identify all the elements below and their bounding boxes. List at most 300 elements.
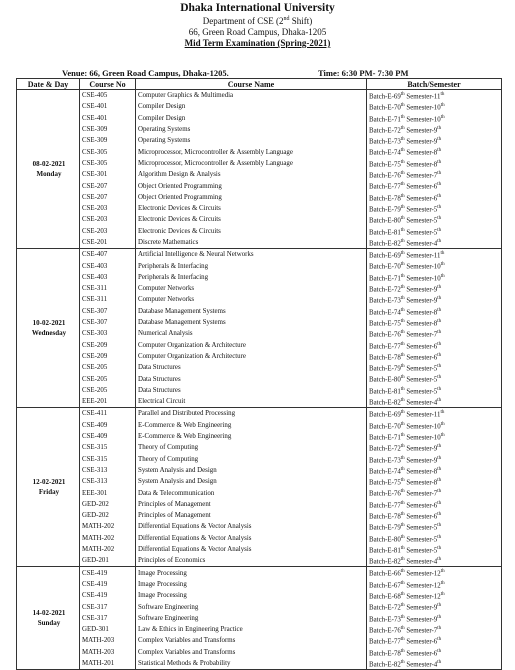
course-no-cell: MATH-202 (80, 521, 136, 532)
semester-label: Semester-5 (406, 228, 438, 236)
batch-semester-cell (367, 510, 502, 521)
batch-label: Batch-E-77 (369, 183, 401, 191)
ordinal-suffix: th (437, 182, 442, 188)
batch-semester-cell (367, 180, 502, 191)
batch-label: Batch-E-81 (369, 228, 401, 236)
semester-label: Semester-8 (406, 479, 438, 487)
ordinal-suffix: th (437, 341, 442, 347)
semester-label: Semester-9 (406, 445, 438, 453)
batch-semester-cell (367, 90, 502, 102)
batch-semester-cell (367, 487, 502, 498)
ordinal-suffix: th (437, 511, 442, 517)
ordinal-suffix: th (400, 103, 405, 109)
semester-label: Semester-4 (406, 240, 438, 248)
ordinal-suffix: th (437, 171, 442, 177)
ordinal-suffix: th (400, 466, 405, 472)
course-name-cell: Computer Networks (136, 283, 367, 294)
batch-semester-cell (367, 465, 502, 476)
table-row (17, 158, 502, 169)
course-no-cell: CSE-407 (80, 249, 136, 261)
table-row (17, 555, 502, 567)
batch-label: Batch-E-80 (369, 535, 401, 543)
course-no-cell: CSE-309 (80, 124, 136, 135)
table-row (17, 306, 502, 317)
batch-semester-cell (367, 499, 502, 510)
batch-label: Batch-E-79 (369, 524, 401, 532)
semester-label: Semester-10 (406, 434, 441, 442)
ordinal-suffix: th (437, 478, 442, 484)
course-no-cell: CSE-315 (80, 454, 136, 465)
column-header-batch: Batch/Semester (367, 79, 502, 90)
course-no-cell: CSE-207 (80, 192, 136, 203)
table-row (17, 385, 502, 396)
batch-label: Batch-E-82 (369, 399, 401, 407)
batch-semester-cell (367, 521, 502, 532)
course-name-cell: Theory of Computing (136, 442, 367, 453)
ordinal-suffix: th (400, 307, 405, 313)
course-no-cell: CSE-401 (80, 101, 136, 112)
ordinal-suffix: th (400, 148, 405, 154)
ordinal-suffix: th (437, 307, 442, 313)
ordinal-suffix: th (400, 592, 405, 598)
semester-label: Semester-10 (406, 115, 441, 123)
course-name-cell: Electronic Devices & Circuits (136, 226, 367, 237)
course-name-cell: Image Processing (136, 579, 367, 590)
ordinal-suffix: th (437, 614, 442, 620)
batch-label: Batch-E-79 (369, 365, 401, 373)
batch-semester-cell (367, 249, 502, 261)
ordinal-suffix: th (437, 603, 442, 609)
batch-semester-cell (367, 124, 502, 135)
ordinal-suffix: th (437, 352, 442, 358)
batch-label: Batch-E-72 (369, 604, 401, 612)
table-row (17, 601, 502, 612)
semester-label: Semester-6 (406, 649, 438, 657)
batch-label: Batch-E-76 (369, 490, 401, 498)
ordinal-suffix: th (400, 92, 405, 97)
batch-semester-cell (367, 192, 502, 203)
course-no-cell: CSE-315 (80, 442, 136, 453)
course-name-cell: Object Oriented Programming (136, 192, 367, 203)
semester-label: Semester-12 (406, 582, 441, 590)
course-no-cell: GED-201 (80, 555, 136, 567)
ordinal-suffix: th (400, 171, 405, 177)
batch-label: Batch-E-82 (369, 240, 401, 248)
course-name-cell: Parallel and Distributed Processing (136, 408, 367, 420)
ordinal-suffix: th (437, 216, 442, 222)
time-text: Time: 6:30 PM- 7:30 PM (318, 68, 409, 78)
ordinal-suffix: th (400, 273, 405, 279)
ordinal-suffix: th (400, 557, 405, 563)
batch-semester-cell (367, 385, 502, 396)
batch-semester-cell (367, 396, 502, 408)
course-name-cell: E-Commerce & Web Engineering (136, 431, 367, 442)
ordinal-suffix: th (437, 227, 442, 233)
batch-label: Batch-E-77 (369, 638, 401, 646)
semester-label: Semester-8 (406, 308, 438, 316)
course-no-cell: CSE-411 (80, 408, 136, 420)
table-row (17, 146, 502, 157)
batch-label: Batch-E-76 (369, 331, 401, 339)
course-no-cell: CSE-409 (80, 431, 136, 442)
table-row (17, 635, 502, 646)
ordinal-suffix: th (437, 318, 442, 324)
course-no-cell: CSE-203 (80, 214, 136, 225)
ordinal-suffix: th (437, 238, 442, 244)
ordinal-suffix: th (437, 534, 442, 540)
ordinal-suffix: th (400, 637, 405, 643)
ordinal-suffix: th (440, 251, 445, 257)
semester-label: Semester-9 (406, 615, 438, 623)
ordinal-suffix: th (400, 614, 405, 620)
ordinal-suffix: th (400, 318, 405, 324)
ordinal-suffix: th (400, 648, 405, 654)
course-no-cell: GED-202 (80, 499, 136, 510)
course-no-cell: CSE-201 (80, 237, 136, 249)
course-name-cell: Object Oriented Programming (136, 180, 367, 191)
course-no-cell: CSE-305 (80, 146, 136, 157)
course-name-cell: Database Management Systems (136, 306, 367, 317)
ordinal-suffix: th (437, 637, 442, 643)
course-no-cell: MATH-203 (80, 647, 136, 658)
table-row (17, 624, 502, 635)
course-name-cell: Operating Systems (136, 135, 367, 146)
ordinal-suffix: th (400, 193, 405, 199)
semester-label: Semester-11 (406, 252, 441, 260)
course-name-cell: Electrical Circuit (136, 396, 367, 408)
course-name-cell: Statistical Methods & Probability (136, 658, 367, 670)
ordinal-suffix: th (437, 545, 442, 551)
batch-semester-cell (367, 158, 502, 169)
course-no-cell: CSE-207 (80, 180, 136, 191)
batch-semester-cell (367, 544, 502, 555)
ordinal-suffix: th (400, 569, 405, 575)
ordinal-suffix: th (437, 659, 442, 665)
department-line: Department of CSE (2nd Shift) (202, 16, 313, 26)
table-row (17, 214, 502, 225)
semester-label: Semester-6 (406, 194, 438, 202)
ordinal-suffix: th (440, 432, 445, 438)
semester-label: Semester-12 (406, 570, 441, 578)
ordinal-suffix: th (400, 238, 405, 244)
batch-semester-cell (367, 408, 502, 420)
ordinal-suffix: th (400, 182, 405, 188)
batch-semester-cell (367, 283, 502, 294)
exam-day: Friday (38, 488, 60, 497)
course-name-cell: Differential Equations & Vector Analysis (136, 533, 367, 544)
batch-semester-cell (367, 113, 502, 124)
course-name-cell: System Analysis and Design (136, 465, 367, 476)
semester-label: Semester-5 (406, 388, 438, 396)
ordinal-suffix: th (440, 92, 445, 97)
course-no-cell: GED-301 (80, 624, 136, 635)
table-row (17, 454, 502, 465)
course-no-cell: CSE-209 (80, 351, 136, 362)
ordinal-suffix: th (400, 432, 405, 438)
exam-date: 14-02-2021 (32, 609, 66, 618)
ordinal-suffix: th (437, 398, 442, 404)
batch-label: Batch-E-76 (369, 172, 401, 180)
batch-semester-cell (367, 340, 502, 351)
batch-semester-cell (367, 579, 502, 590)
ordinal-suffix: th (437, 330, 442, 336)
batch-semester-cell (367, 226, 502, 237)
semester-label: Semester-7 (406, 627, 438, 635)
course-no-cell: CSE-203 (80, 226, 136, 237)
course-no-cell: CSE-305 (80, 158, 136, 169)
ordinal-suffix: th (400, 251, 405, 257)
table-row (17, 487, 502, 498)
ordinal-suffix: th (437, 500, 442, 506)
batch-label: Batch-E-70 (369, 263, 401, 271)
column-header-date: Date & Day (17, 79, 80, 90)
ordinal-suffix: th (400, 410, 405, 416)
semester-label: Semester-6 (406, 513, 438, 521)
ordinal-suffix: th (400, 296, 405, 302)
course-no-cell: CSE-317 (80, 601, 136, 612)
semester-label: Semester-7 (406, 331, 438, 339)
batch-semester-cell (367, 647, 502, 658)
course-no-cell: CSE-307 (80, 306, 136, 317)
batch-label: Batch-E-69 (369, 411, 401, 419)
batch-semester-cell (367, 317, 502, 328)
batch-label: Batch-E-78 (369, 649, 401, 657)
batch-semester-cell (367, 476, 502, 487)
course-name-cell: Differential Equations & Vector Analysis (136, 544, 367, 555)
ordinal-suffix: th (400, 204, 405, 210)
course-name-cell: Numerical Analysis (136, 328, 367, 339)
semester-label: Semester-9 (406, 297, 438, 305)
column-header-course-name: Course Name (136, 79, 367, 90)
course-name-cell: Differential Equations & Vector Analysis (136, 521, 367, 532)
course-name-cell: Microprocessor, Microcontroller & Assembly Language (136, 146, 367, 157)
ordinal-suffix: th (400, 511, 405, 517)
date-day-cell (17, 249, 80, 408)
exam-date: 12-02-2021 (32, 478, 66, 487)
ordinal-suffix: th (437, 204, 442, 210)
venue-text: Venue: 66, Green Road Campus, Dhaka-1205. (62, 68, 229, 78)
batch-semester-cell (367, 214, 502, 225)
course-name-cell: Computer Organization & Architecture (136, 340, 367, 351)
course-no-cell: MATH-203 (80, 635, 136, 646)
course-name-cell: Complex Variables and Transforms (136, 635, 367, 646)
table-row (17, 521, 502, 532)
batch-label: Batch-E-66 (369, 570, 401, 578)
ordinal-suffix: th (400, 386, 405, 392)
table-row (17, 328, 502, 339)
batch-label: Batch-E-82 (369, 558, 401, 566)
batch-label: Batch-E-71 (369, 275, 401, 283)
ordinal-suffix: th (400, 159, 405, 165)
course-no-cell: CSE-205 (80, 362, 136, 373)
table-row (17, 294, 502, 305)
course-no-cell: GED-202 (80, 510, 136, 521)
exam-date: 08-02-2021 (32, 160, 66, 169)
table-row (17, 510, 502, 521)
ordinal-suffix: th (437, 444, 442, 450)
batch-semester-cell (367, 533, 502, 544)
table-row (17, 476, 502, 487)
semester-label: Semester-5 (406, 547, 438, 555)
batch-label: Batch-E-74 (369, 149, 401, 157)
batch-semester-cell (367, 658, 502, 670)
table-row (17, 362, 502, 373)
ordinal-suffix: th (437, 625, 442, 631)
semester-label: Semester-11 (406, 93, 441, 101)
table-row (17, 113, 502, 124)
semester-label: Semester-9 (406, 138, 438, 146)
course-name-cell: Peripherals & Interfacing (136, 260, 367, 271)
semester-label: Semester-4 (406, 558, 438, 566)
semester-label: Semester-11 (406, 411, 441, 419)
ordinal-suffix: th (440, 421, 445, 427)
exam-schedule-table (16, 78, 502, 670)
course-name-cell: Software Engineering (136, 613, 367, 624)
course-name-cell: Computer Graphics & Multimedia (136, 90, 367, 102)
ordinal-suffix: th (437, 137, 442, 143)
table-row (17, 567, 502, 579)
course-no-cell: CSE-405 (80, 90, 136, 102)
table-row (17, 135, 502, 146)
campus-address: 66, Green Road Campus, Dhaka-1205 (188, 27, 327, 37)
course-name-cell: Algorithm Design & Analysis (136, 169, 367, 180)
semester-label: Semester-6 (406, 354, 438, 362)
table-row (17, 431, 502, 442)
ordinal-suffix: th (437, 466, 442, 472)
ordinal-suffix: th (400, 534, 405, 540)
batch-label: Batch-E-73 (369, 456, 401, 464)
course-no-cell: MATH-202 (80, 533, 136, 544)
course-name-cell: Compiler Design (136, 113, 367, 124)
ordinal-suffix: th (437, 455, 442, 461)
semester-label: Semester-6 (406, 342, 438, 350)
course-name-cell: Electronic Devices & Circuits (136, 214, 367, 225)
semester-label: Semester-8 (406, 320, 438, 328)
ordinal-suffix: th (400, 421, 405, 427)
batch-semester-cell (367, 203, 502, 214)
ordinal-suffix: th (400, 375, 405, 381)
batch-label: Batch-E-69 (369, 252, 401, 260)
course-no-cell: CSE-205 (80, 373, 136, 384)
course-name-cell: Electronic Devices & Circuits (136, 203, 367, 214)
course-no-cell: CSE-301 (80, 169, 136, 180)
ordinal-suffix: th (437, 159, 442, 165)
course-name-cell: Operating Systems (136, 124, 367, 135)
semester-label: Semester-4 (406, 661, 438, 669)
course-no-cell: CSE-303 (80, 328, 136, 339)
course-no-cell: CSE-313 (80, 465, 136, 476)
course-no-cell: CSE-401 (80, 113, 136, 124)
ordinal-suffix: th (400, 341, 405, 347)
ordinal-suffix: th (440, 114, 445, 120)
course-name-cell: Peripherals & Interfacing (136, 272, 367, 283)
course-name-cell: Complex Variables and Transforms (136, 647, 367, 658)
table-row (17, 579, 502, 590)
course-name-cell: E-Commerce & Web Engineering (136, 420, 367, 431)
batch-label: Batch-E-76 (369, 627, 401, 635)
semester-label: Semester-9 (406, 604, 438, 612)
ordinal-suffix: th (440, 592, 445, 598)
schedule-body (17, 90, 502, 670)
course-name-cell: Law & Ethics in Engineering Practice (136, 624, 367, 635)
ordinal-suffix: th (400, 500, 405, 506)
course-name-cell: Principles of Management (136, 510, 367, 521)
ordinal-suffix: th (437, 296, 442, 302)
course-name-cell: Software Engineering (136, 601, 367, 612)
batch-label: Batch-E-70 (369, 104, 401, 112)
course-no-cell: CSE-317 (80, 613, 136, 624)
course-name-cell: Computer Networks (136, 294, 367, 305)
table-row (17, 226, 502, 237)
course-name-cell: Principles of Management (136, 499, 367, 510)
ordinal-suffix: th (400, 216, 405, 222)
ordinal-suffix: th (437, 386, 442, 392)
batch-label: Batch-E-74 (369, 308, 401, 316)
batch-semester-cell (367, 454, 502, 465)
table-row (17, 647, 502, 658)
semester-label: Semester-8 (406, 468, 438, 476)
ordinal-suffix: th (400, 137, 405, 143)
course-name-cell: Image Processing (136, 567, 367, 579)
semester-label: Semester-4 (406, 399, 438, 407)
batch-label: Batch-E-72 (369, 445, 401, 453)
course-no-cell: CSE-403 (80, 272, 136, 283)
ordinal-suffix: th (400, 398, 405, 404)
course-name-cell: Data Structures (136, 362, 367, 373)
ordinal-suffix: th (437, 523, 442, 529)
semester-label: Semester-6 (406, 501, 438, 509)
course-no-cell: CSE-403 (80, 260, 136, 271)
batch-semester-cell (367, 567, 502, 579)
table-row (17, 442, 502, 453)
table-row (17, 249, 502, 261)
semester-label: Semester-5 (406, 535, 438, 543)
ordinal-suffix: th (400, 455, 405, 461)
ordinal-suffix: th (400, 489, 405, 495)
batch-semester-cell (367, 260, 502, 271)
semester-label: Semester-5 (406, 206, 438, 214)
ordinal-suffix: th (440, 580, 445, 586)
university-name: Dhaka International University (180, 2, 335, 14)
batch-label: Batch-E-81 (369, 547, 401, 555)
course-name-cell: Artificial Intelligence & Neural Networks (136, 249, 367, 261)
table-row (17, 499, 502, 510)
course-no-cell: EEE-201 (80, 396, 136, 408)
ordinal-suffix: th (400, 603, 405, 609)
course-no-cell: MATH-201 (80, 658, 136, 670)
batch-semester-cell (367, 237, 502, 249)
table-row (17, 101, 502, 112)
table-row (17, 590, 502, 601)
ordinal-suffix: th (400, 478, 405, 484)
course-name-cell: Data Structures (136, 373, 367, 384)
course-name-cell: Principles of Economics (136, 555, 367, 567)
ordinal-suffix: th (437, 125, 442, 131)
batch-semester-cell (367, 146, 502, 157)
semester-label: Semester-7 (406, 490, 438, 498)
course-name-cell: Compiler Design (136, 101, 367, 112)
ordinal-suffix: th (400, 285, 405, 291)
batch-semester-cell (367, 362, 502, 373)
batch-semester-cell (367, 169, 502, 180)
table-row (17, 124, 502, 135)
batch-label: Batch-E-68 (369, 593, 401, 601)
ordinal-suffix: th (400, 352, 405, 358)
semester-label: Semester-5 (406, 376, 438, 384)
semester-label: Semester-10 (406, 263, 441, 271)
course-name-cell: Data & Telecommunication (136, 487, 367, 498)
ordinal-suffix: th (400, 444, 405, 450)
